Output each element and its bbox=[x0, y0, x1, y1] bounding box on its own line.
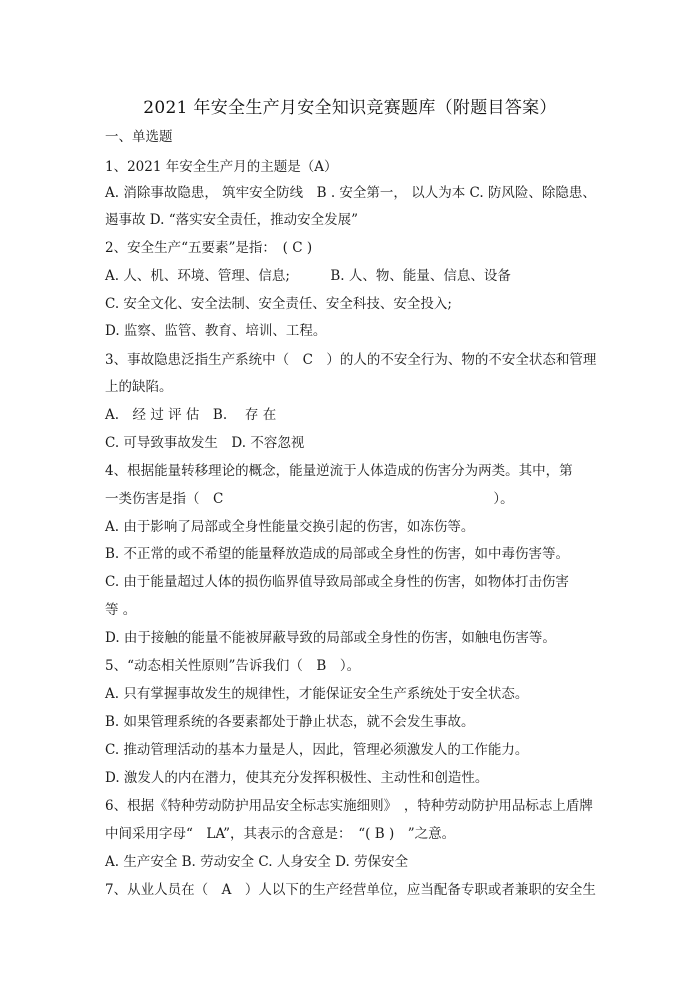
option-line: C. 推动管理活动的基本力量是人，因此，管理必须激发人的工作能力。 bbox=[105, 742, 529, 758]
option-line: C. 安全文化、安全法制、安全责任、安全科技、安全投入; bbox=[105, 296, 452, 312]
option-line: 等 。 bbox=[105, 602, 137, 618]
option-line: A. 由于影响了局部或全身性能量交换引起的伤害，如冻伤等。 bbox=[105, 519, 475, 535]
question-line: 7、从业人员在（ A ）人以下的生产经营单位，应当配备专职或者兼职的安全生 bbox=[105, 882, 596, 898]
question-line: 1、2021 年安全生产月的主题是（A） bbox=[105, 159, 338, 175]
section-heading: 一、单选题 bbox=[105, 129, 173, 145]
option-line: A. 人、机、环境、管理、信息; B. 人、物、能量、信息、设备 bbox=[105, 268, 511, 284]
question-line: 一类伤害是指（ C ）。 bbox=[105, 491, 514, 507]
option-line: A. 只有掌握事故发生的规律性，才能保证安全生产系统处于安全状态。 bbox=[105, 686, 529, 702]
question-line: 中间采用字母“ LA”，其表示的含意是： “( B ) ”之意。 bbox=[105, 826, 456, 842]
option-line: C. 可导致事故发生 D. 不容忽视 bbox=[105, 435, 305, 451]
option-line: A. 消除事故隐患， 筑牢安全防线 B . 安全第一， 以人为本 C. 防风险、除隐患、 bbox=[105, 185, 596, 201]
option-line: B. 不正常的或不希望的能量释放造成的局部或全身性的伤害，如中毒伤害等。 bbox=[105, 546, 570, 562]
question-line: 3、事故隐患泛指生产系统中（ C ）的人的不安全行为、物的不安全状态和管理 bbox=[105, 352, 597, 368]
option-line: A. 生产安全 B. 劳动安全 C. 人身安全 D. 劳保安全 bbox=[105, 854, 409, 870]
option-line: D. 监察、监管、教育、培训、工程。 bbox=[105, 323, 327, 339]
option-line: B. 如果管理系统的各要素都处于静止状态，就不会发生事故。 bbox=[105, 714, 475, 730]
question-line: 4、根据能量转移理论的概念，能量逆流于人体造成的伤害分为两类。其中，第 bbox=[105, 463, 573, 479]
question-line: 5、“动态相关性原则”告诉我们（ B ）。 bbox=[105, 658, 361, 674]
question-line: 6、根据《特种劳动防护用品安全标志实施细则》 ，特种劳动防护用品标志上盾牌 bbox=[105, 798, 593, 814]
option-line: C. 由于能量超过人体的损伤临界值导致局部或全身性的伤害，如物体打击伤害 bbox=[105, 574, 569, 590]
option-line: D. 激发人的内在潜力，使其充分发挥积极性、主动性和创造性。 bbox=[105, 770, 489, 786]
option-line: 遏事故 D. “落实安全责任，推动安全发展” bbox=[105, 212, 359, 228]
question-line: 上的缺陷。 bbox=[105, 379, 173, 395]
document-title: 2021 年安全生产月安全知识竞赛题库（附题目答案） bbox=[143, 98, 557, 118]
question-line: 2、安全生产“五要素”是指： ( C ) bbox=[105, 240, 313, 256]
option-line: D. 由于接触的能量不能被屏蔽导致的局部或全身性的伤害，如触电伤害等。 bbox=[105, 630, 556, 646]
option-line: A. 经 过 评 估 B. 存 在 bbox=[105, 407, 277, 423]
